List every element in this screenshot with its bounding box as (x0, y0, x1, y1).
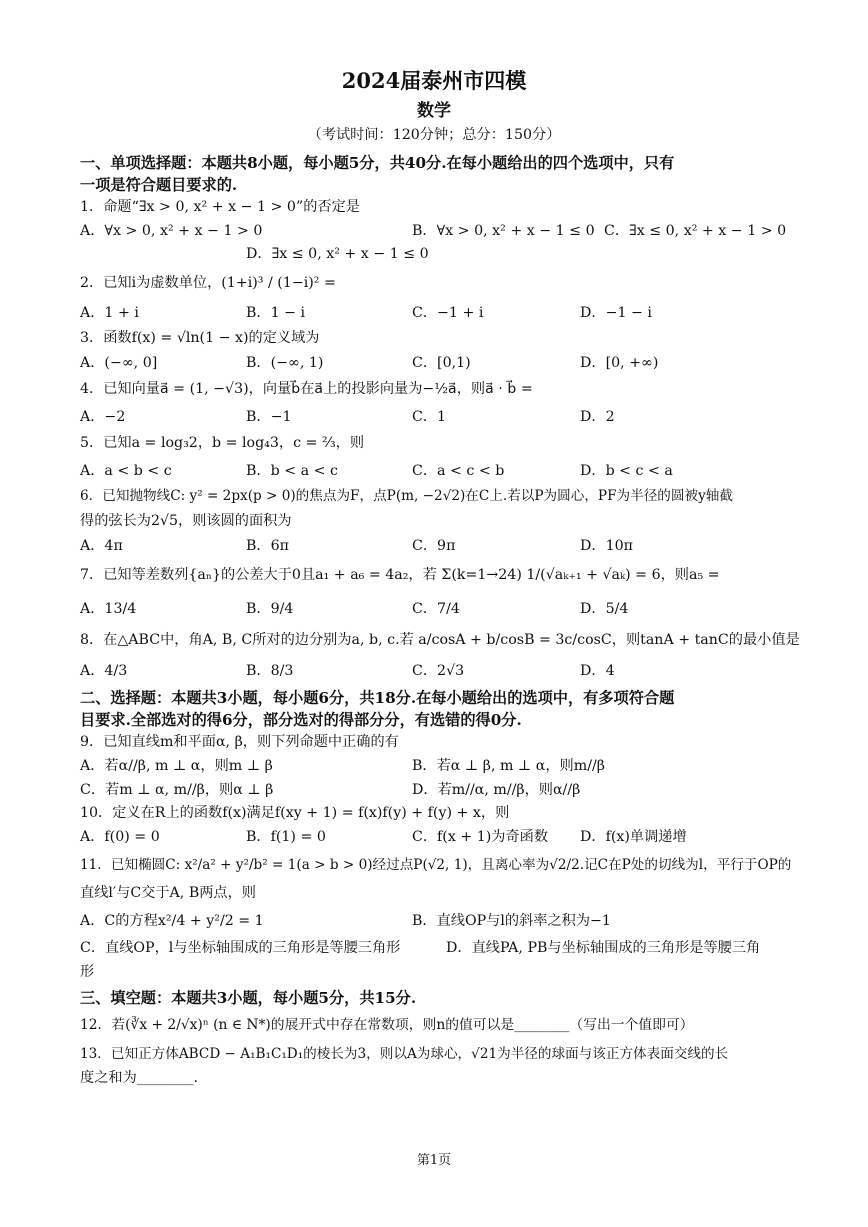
q1-stem: 1．命题“∃x > 0, x² + x − 1 > 0”的否定是 (80, 199, 360, 215)
subject-title: 数学 (417, 101, 451, 121)
section1-heading-cont: 一项是符合题目要求的. (80, 176, 238, 194)
q9-option-d: D．若m//α, m//β，则α//β (412, 782, 581, 798)
q7-option-a: A．13/4 (80, 601, 137, 617)
q5-option-b: B．b < a < c (246, 463, 338, 479)
exam-title: 2024届泰州市四模 (341, 68, 527, 93)
q3-option-b: B．(−∞, 1) (246, 355, 324, 371)
q7-option-c: C．7/4 (412, 601, 460, 617)
q10-option-b: B．f(1) = 0 (246, 829, 326, 845)
section3-heading: 三、填空题：本题共3小题，每小题5分，共15分. (80, 989, 417, 1007)
q2-stem: 2．已知i为虚数单位，(1+i)³ / (1−i)² = (80, 275, 336, 291)
q6-option-c: C．9π (412, 538, 456, 554)
q5-option-c: C．a < c < b (412, 463, 505, 479)
q10-option-c: C．f(x + 1)为奇函数 (412, 829, 549, 845)
q3-option-a: A．(−∞, 0] (80, 355, 158, 371)
q11-option-d: D．直线PA, PB与坐标轴围成的三角形是等腰三角 (446, 940, 761, 956)
q1-option-d: D．∃x ≤ 0, x² + x − 1 ≤ 0 (246, 246, 429, 262)
q4-option-c: C．1 (412, 409, 447, 425)
q7-stem: 7．已知等差数列{aₙ}的公差大于0且a₁ + a₆ = 4a₂，若 Σ(k=1→24) 1/(√aₖ₊₁ + √aₖ) = 6，则a₅ = (80, 567, 720, 583)
q6-option-b: B．6π (246, 538, 289, 554)
q11-stem-cont: 直线l′与C交于A, B两点，则 (80, 885, 256, 901)
q5-stem: 5．已知a = log₃2，b = log₄3，c = ⅔，则 (80, 435, 365, 451)
q10-stem: 10．定义在R上的函数f(x)满足f(xy + 1) = f(x)f(y) + f(y) + x，则 (80, 805, 510, 821)
page-number: 第1页 (416, 1153, 452, 1168)
section2-heading-cont: 目要求.全部选对的得6分，部分选对的得部分分，有选错的得0分. (80, 711, 522, 729)
q8-option-c: C．2√3 (412, 663, 465, 679)
q3-option-d: D．[0, +∞) (580, 355, 659, 371)
q8-option-d: D．4 (580, 663, 615, 679)
q1-option-b: B．∀x > 0, x² + x − 1 ≤ 0 (412, 223, 595, 239)
section2-heading: 二、选择题：本题共3小题，每小题6分，共18分.在每小题给出的选项中，有多项符合题 (80, 689, 675, 707)
q11-stem: 11．已知椭圆C: x²/a² + y²/b² = 1(a > b > 0)经过点P(√2, 1)，且离心率为√2/2.记C在P处的切线为l，平行于OP的 (80, 857, 792, 873)
q10-option-d: D．f(x)单调递增 (580, 829, 687, 845)
q13-stem-cont: 度之和为________. (80, 1070, 199, 1086)
q3-option-c: C．[0,1) (412, 355, 471, 371)
q12-stem: 12．若(∛x + 2/√x)ⁿ (n ∈ N*)的展开式中存在常数项，则n的值可以是________（写出一个值即可） (80, 1017, 694, 1033)
q1-option-c: C．∃x ≤ 0, x² + x − 1 > 0 (604, 223, 787, 239)
q2-option-b: B．1 − i (246, 305, 306, 321)
q9-option-a: A．若α//β, m ⊥ α，则m ⊥ β (80, 758, 273, 774)
q11-option-b: B．直线OP与l的斜率之积为−1 (412, 913, 611, 929)
q3-stem: 3．函数f(x) = √ln(1 − x)的定义域为 (80, 330, 320, 346)
q7-option-b: B．9/4 (246, 601, 294, 617)
q4-option-a: A．−2 (80, 409, 126, 425)
q5-option-d: D．b < c < a (580, 463, 673, 479)
q7-option-d: D．5/4 (580, 601, 629, 617)
q11-option-d-cont: 形 (80, 964, 95, 980)
q2-option-a: A．1 + i (80, 305, 139, 321)
q6-stem: 6．已知抛物线C: y² = 2px(p > 0)的焦点为F，点P(m, −2√2)在C上.若以P为圆心，PF为半径的圆被y轴截 (80, 488, 733, 504)
q6-option-a: A．4π (80, 538, 123, 554)
q4-option-d: D．2 (580, 409, 615, 425)
q13-stem: 13．已知正方体ABCD − A₁B₁C₁D₁的棱长为3，则以A为球心，√21为半径的球面与该正方体表面交线的长 (80, 1046, 729, 1062)
q11-option-a: A．C的方程x²/4 + y²/2 = 1 (80, 913, 264, 929)
q8-option-b: B．8/3 (246, 663, 294, 679)
q8-option-a: A．4/3 (80, 663, 128, 679)
q2-option-c: C．−1 + i (412, 305, 484, 321)
q1-option-a: A．∀x > 0, x² + x − 1 > 0 (80, 223, 263, 239)
section1-heading: 一、单项选择题：本题共8小题，每小题5分，共40分.在每小题给出的四个选项中，只有 (80, 154, 675, 172)
q5-option-a: A．a < b < c (80, 463, 172, 479)
q9-option-b: B．若α ⊥ β, m ⊥ α，则m//β (412, 758, 605, 774)
q11-option-c: C．直线OP，l与坐标轴围成的三角形是等腰三角形 (80, 940, 401, 956)
q9-option-c: C．若m ⊥ α, m//β，则α ⊥ β (80, 782, 274, 798)
q4-option-b: B．−1 (246, 409, 292, 425)
q9-stem: 9．已知直线m和平面α, β，则下列命题中正确的有 (80, 734, 399, 750)
q2-option-d: D．−1 − i (580, 305, 652, 321)
q8-stem: 8．在△ABC中，角A, B, C所对的边分别为a, b, c.若 a/cosA + b/cosB = 3c/cosC，则tanA + tanC的最小值是 (80, 632, 800, 648)
q6-stem-cont: 得的弦长为2√5，则该圆的面积为 (80, 513, 292, 529)
exam-info: （考试时间：120分钟；总分：150分） (307, 127, 561, 143)
q6-option-d: D．10π (580, 538, 633, 554)
q10-option-a: A．f(0) = 0 (80, 829, 160, 845)
q4-stem: 4．已知向量a⃗ = (1, −√3)，向量b⃗在a⃗上的投影向量为−½a⃗，则a⃗ · b⃗ = (80, 381, 533, 397)
